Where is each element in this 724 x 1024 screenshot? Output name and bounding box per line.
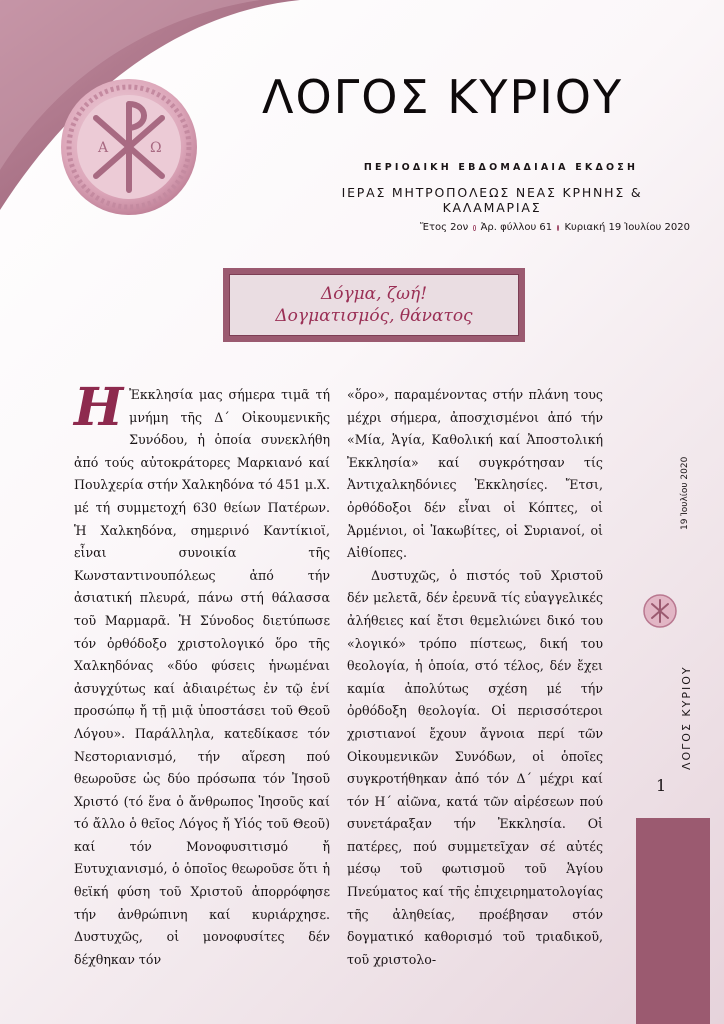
headline-box [223,268,525,342]
chi-rho-mini-icon [643,594,677,628]
publication-type: ΠΕΡΙΟΔΙΚΗ ΕΒΔΟΜΑΔΙΑΙΑ ΕΚΔΟΣΗ [363,162,639,173]
bullet-icon [473,225,475,231]
bullet-icon [557,225,559,231]
issue-year: Ἔτος 2ον [420,222,469,233]
drop-cap: Η [74,377,124,438]
svg-text:Ω: Ω [150,140,162,156]
headline-line-2: Δογματισμός, θάνατος [275,306,473,326]
decorative-side-strip [636,818,710,1024]
issue-info [420,222,690,233]
headline-panel [229,274,519,336]
issue-number: Ἀρ. φύλλου 61 [480,222,553,233]
publisher-name: ΙΕΡΑΣ ΜΗΤΡΟΠΟΛΕΩΣ ΝΕΑΣ ΚΡΗΝΗΣ & ΚΑΛΑΜΑΡΙΑΣ [341,185,643,215]
article-paragraph: «ὅρο», παραμένοντας στήν πλάνη τους μέχρι σήμερα, ἀποσχισμένοι ἀπό τήν «Μία, Ἁγία, Καθολική καί Ἀποστολική Ἐκκλησία» καί συγκρότησαν τίς Ἀντιχαλκηδόνιες Ἐκκλησίες. Ἔτσι, ὀρθόδοξοι δέν εἶναι οἱ Κόπτες, οἱ Ἀρμένιοι, οἱ Ἰακωβίτες, οἱ Συριανοί, οἱ Αἰθίοπες. [347,387,603,561]
article-paragraph: Δυστυχῶς, ὁ πιστός τοῦ Χριστοῦ δέν μελετᾶ, δέν ἐρευνᾶ τίς εὐαγγελικές ἀλήθειες καί ἔτσι θεμελιώνει δικό του «λογικό» τρόπο πίστεως, δική του θεολογία, ἡ ὁποία, στό τέλος, δέν ἔχει καμία ἀπολύτως σχέση μέ τήν ὀρθόδοξη θεολογία. Οἱ περισσότεροι χριστιανοί ἔχουν ἄγνοια περί τῶν Οἰκουμενικῶν Συνόδων, οἱ ὁποῖες συγκροτήθηκαν ἀπό τόν Δ΄ μέχρι καί τόν Η΄ αἰῶνα, κατά τῶν αἱρέσεων πού συνετάραξαν τήν Ἐκκλησία. Οἱ πατέρες, πού συμμετεῖχαν σέ αὐτές μέσῳ τοῦ φωτισμοῦ τοῦ Ἁγίου Πνεύματος καί τῆς ἐπιχειρηματολογίας τῆς ἀληθείας, προέβησαν στόν δογματικό καθορισμό τοῦ τριαδικοῦ, τοῦ χριστολο- [347,567,603,967]
svg-text:Α: Α [98,140,109,156]
chi-rho-medallion [58,76,200,218]
issue-date: Κυριακή 19 Ἰουλίου 2020 [564,222,690,233]
page-number: 1 [656,776,667,795]
headline-line-1: Δόγμα, ζωή! [320,284,428,304]
article-column-right [347,384,603,971]
sidebar-date: 19 Ἰουλίου 2020 [680,456,690,530]
article-paragraph: Ἐκκλησία μας σήμερα τιμᾶ τή μνήμη τῆς Δ΄ Οἰκουμενικῆς Συνόδου, ἡ ὁποία συνεκλήθη ἀπό τούς αὐτοκράτορες Μαρκιανό καί Πουλχερία στήν Χαλκηδόνα τό 451 μ.Χ. μέ τή συμμετοχή 630 θείων Πατέρων. Ἡ Χαλκηδόνα, σημερινό Καντίκιοϊ, εἶναι συνοικία τῆς Κωνσταντινουπόλεως ἀπό τήν ἀσιατική πλευρά, πάνω στή θάλασσα τοῦ Μαρμαρᾶ. Ἡ Σύνοδος διετύπωσε τόν ὀρθόδοξο χριστολογικό ὅρο τῆς Χαλκηδόνας «δύο φύσεις ἡνωμέναι ἀσυγχύτως καί ἀδιαιρέτως ἐν τῷ ἑνί προσώπῳ ἤ τῇ μιᾷ ὑποστάσει τοῦ Θεοῦ Λόγου». Παράλληλα, κατεδίκασε τόν Νεστοριανισμό, τήν αἵρεση πού θεωροῦσε ὡς δύο πρόσωπα τόν Ἰησοῦ Χριστό (τό ἕνα ὁ ἄνθρωπος Ἰησοῦς καί τό ἄλλο ὁ θεῖος Λόγος ἤ Υἱός τοῦ Θεοῦ) καί τόν Μονοφυσιτισμό ἤ Ευτυχιανισμό, ὁ ὁποῖος θεωροῦσε ὅτι ἡ θεϊκή φύση τοῦ Χριστοῦ ἀπορρόφησε τήν ἀνθρώπινη καί κυριάρχησε. Δυστυχῶς, οἱ μονοφυσίτες δέν δέχθηκαν τόν [74,387,330,967]
masthead-title: ΛΟΓΟΣ ΚΥΡΙΟΥ [262,70,624,124]
sidebar-publication-name: ΛΟΓΟΣ ΚΥΡΙΟΥ [680,665,693,770]
article-column-left [74,377,330,971]
